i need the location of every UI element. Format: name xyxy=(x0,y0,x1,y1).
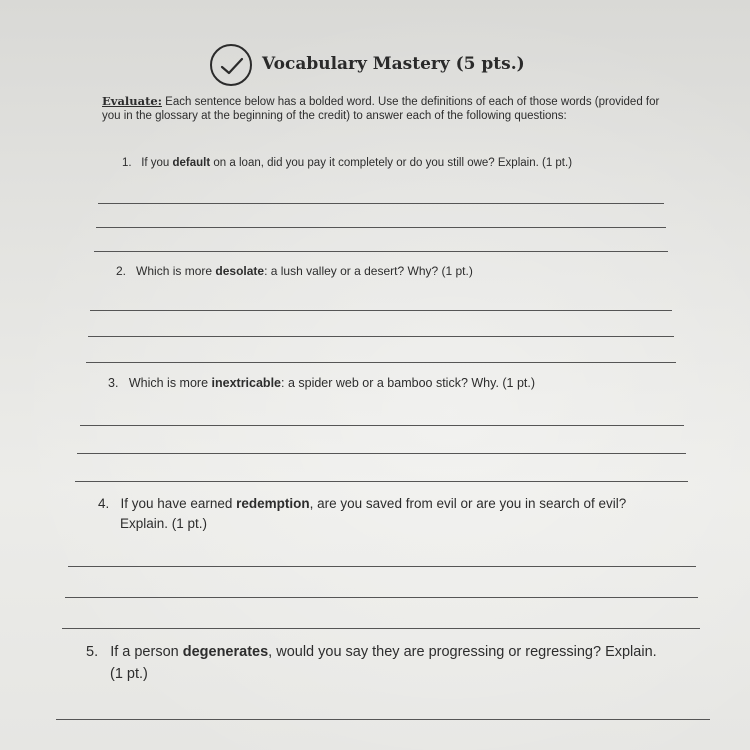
bold-word: redemption xyxy=(236,496,310,511)
question-text: Which is more xyxy=(136,264,216,278)
question-5 xyxy=(86,641,657,685)
question-text: Which is more xyxy=(128,376,212,390)
answer-line[interactable] xyxy=(98,203,664,204)
question-number: 4. xyxy=(98,496,110,511)
question-text: , are you saved from evil or are you in search of evil? xyxy=(309,496,627,511)
question-text: If you xyxy=(141,157,173,169)
answer-line[interactable] xyxy=(75,481,688,482)
question-text: If a person xyxy=(110,644,183,660)
bold-word: degenerates xyxy=(182,644,269,660)
question-text: If you have earned xyxy=(120,496,237,511)
question-text-cont: (1 pt.) xyxy=(110,666,148,682)
answer-line[interactable] xyxy=(77,453,686,454)
instructions-label: Evaluate: xyxy=(102,94,162,108)
answer-line[interactable] xyxy=(96,227,666,228)
question-text-cont: Explain. (1 pt.) xyxy=(120,516,208,531)
question-2 xyxy=(116,264,473,278)
question-3 xyxy=(108,376,535,390)
question-1 xyxy=(122,157,572,169)
answer-line[interactable] xyxy=(90,310,672,311)
bold-word: inextricable xyxy=(211,376,281,390)
checkmark-circle-icon xyxy=(210,44,252,86)
question-text: , would you say they are progressing or regressing? Explain. xyxy=(268,644,657,660)
question-number: 1. xyxy=(122,157,132,169)
question-number: 2. xyxy=(116,264,127,278)
answer-line[interactable] xyxy=(80,425,684,426)
page-title: Vocabulary Mastery (5 pts.) xyxy=(262,54,525,74)
answer-line[interactable] xyxy=(88,336,674,337)
instructions-text: Each sentence below has a bolded word. Use the definitions of each of those words (provided for you in the glossary at the beginning of the credit) to answer each of the following questions: xyxy=(102,96,660,122)
answer-line[interactable] xyxy=(68,566,696,567)
question-number: 3. xyxy=(108,376,119,390)
answer-line[interactable] xyxy=(56,719,710,720)
answer-line[interactable] xyxy=(94,251,668,252)
answer-line[interactable] xyxy=(62,628,700,629)
question-text: : a spider web or a bamboo stick? Why. (1 pt.) xyxy=(281,376,536,390)
answer-line[interactable] xyxy=(86,362,676,363)
question-text: on a loan, did you pay it completely or do you still owe? Explain. (1 pt.) xyxy=(210,157,573,169)
answer-line[interactable] xyxy=(65,597,698,598)
bold-word: default xyxy=(172,157,211,169)
question-number: 5. xyxy=(86,644,99,660)
instructions xyxy=(102,94,662,123)
question-4 xyxy=(98,494,626,534)
question-text: : a lush valley or a desert? Why? (1 pt.) xyxy=(264,264,473,278)
bold-word: desolate xyxy=(215,264,265,278)
